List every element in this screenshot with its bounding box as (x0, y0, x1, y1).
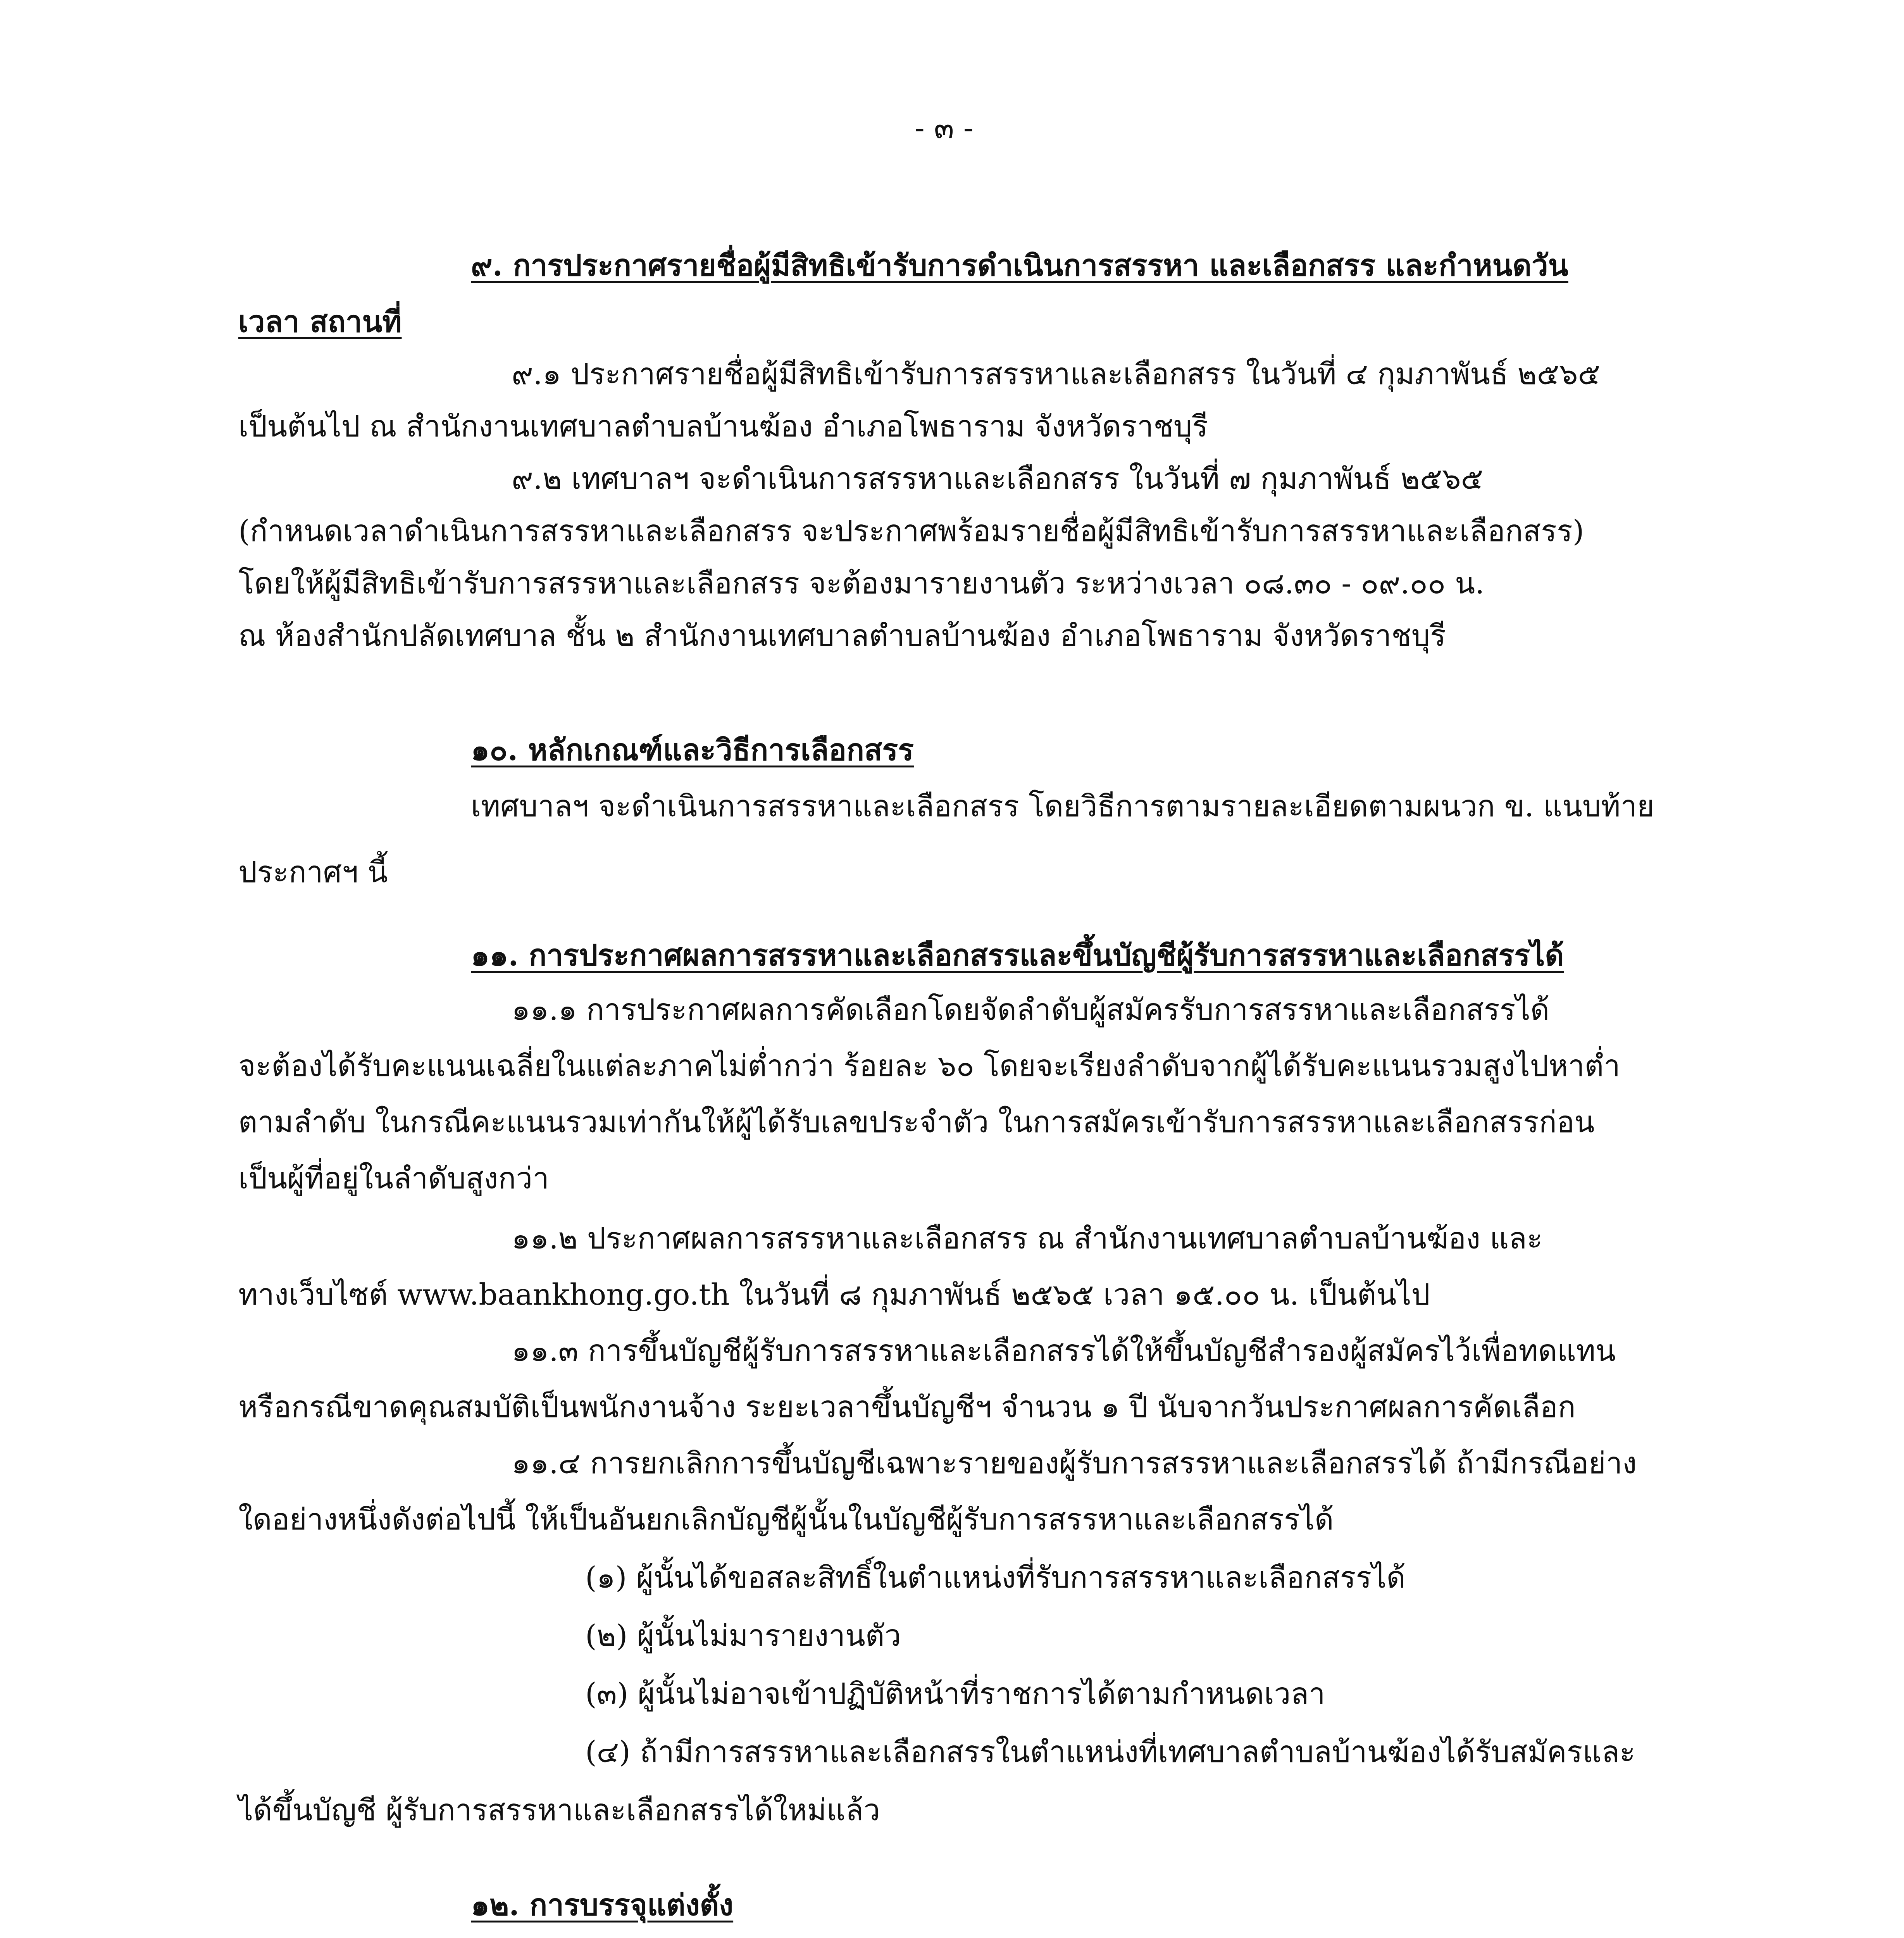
section-11-3-line-1: ๑๑.๓ การขึ้นบัญชีผู้รับการสรรหาและเลือกสรรได้ให้ขึ้นบัญชีสำรองผู้สมัครไว้เพื่อทดแทน (512, 1333, 1616, 1368)
section-11-4-item-4-line-1: (๔) ถ้ามีการสรรหาและเลือกสรรในตำแหน่งที่เทศบาลตำบลบ้านฆ้องได้รับสมัครและ (585, 1735, 1635, 1769)
page-number: - ๓ - (915, 110, 974, 145)
section-11-2-line-2: ทางเว็บไซต์ www.baankhong.go.th ในวันที่ ๘ กุมภาพันธ์ ๒๕๖๕ เวลา ๑๕.๐๐ น. เป็นต้นไป (238, 1277, 1430, 1312)
section-12-heading: ๑๒. การบรรจุแต่งตั้ง (471, 1888, 734, 1922)
section-10-line-2: ประกาศฯ นี้ (238, 855, 388, 889)
section-11-3-line-2: หรือกรณีขาดคุณสมบัติเป็นพนักงานจ้าง ระยะเวลาขึ้นบัญชีฯ จำนวน ๑ ปี นับจากวันประกาศผลการคัดเลือก (238, 1390, 1576, 1424)
section-10-heading: ๑๐. หลักเกณฑ์และวิธีการเลือกสรร (471, 733, 914, 767)
section-11-4-item-2: (๒) ผู้นั้นไม่มารายงานตัว (585, 1618, 901, 1653)
section-11-4-line-1: ๑๑.๔ การยกเลิกการขึ้นบัญชีเฉพาะรายของผู้รับการสรรหาและเลือกสรรได้ ถ้ามีกรณีอย่าง (512, 1446, 1637, 1480)
section-11-1-line-2: จะต้องได้รับคะแนนเฉลี่ยในแต่ละภาคไม่ต่ำกว่า ร้อยละ ๖๐ โดยจะเรียงลำดับจากผู้ได้รับคะแนนรวมสูงไปหาต่ำ (238, 1048, 1620, 1083)
section-11-heading: ๑๑. การประกาศผลการสรรหาและเลือกสรรและขึ้นบัญชีผู้รับการสรรหาและเลือกสรรได้ (471, 938, 1564, 972)
section-11-4-item-3: (๓) ผู้นั้นไม่อาจเข้าปฏิบัติหน้าที่ราชการได้ตามกำหนดเวลา (585, 1676, 1325, 1711)
section-11-4-item-4-line-2: ได้ขึ้นบัญชี ผู้รับการสรรหาและเลือกสรรได้ใหม่แล้ว (238, 1793, 880, 1827)
section-9-heading-continued: เวลา สถานที่ (238, 304, 402, 339)
section-9-2-line-1: ๙.๒ เทศบาลฯ จะดำเนินการสรรหาและเลือกสรร ในวันที่ ๗ กุมภาพันธ์ ๒๕๖๕ (512, 461, 1484, 496)
section-9-2-line-3: โดยให้ผู้มีสิทธิเข้ารับการสรรหาและเลือกสรร จะต้องมารายงานตัว ระหว่างเวลา ๐๘.๓๐ - ๐๙.๐๐ น. (238, 566, 1485, 600)
section-9-1-line-1: ๙.๑ ประกาศรายชื่อผู้มีสิทธิเข้ารับการสรรหาและเลือกสรร ในวันที่ ๔ กุมภาพันธ์ ๒๕๖๕ (512, 357, 1601, 391)
section-9-heading: ๙. การประกาศรายชื่อผู้มีสิทธิเข้ารับการดำเนินการสรรหา และเลือกสรร และกำหนดวัน (471, 248, 1568, 283)
section-9-2-line-2: (กำหนดเวลาดำเนินการสรรหาและเลือกสรร จะประกาศพร้อมรายชื่อผู้มีสิทธิเข้ารับการสรรหาและเลือกสรร) (238, 514, 1584, 548)
section-11-4-line-2: ใดอย่างหนึ่งดังต่อไปนี้ ให้เป็นอันยกเลิกบัญชีผู้นั้นในบัญชีผู้รับการสรรหาและเลือกสรรได้ (238, 1502, 1334, 1536)
section-11-1-line-1: ๑๑.๑ การประกาศผลการคัดเลือกโดยจัดลำดับผู้สมัครรับการสรรหาและเลือกสรรได้ (512, 992, 1550, 1027)
section-11-1-line-3: ตามลำดับ ในกรณีคะแนนรวมเท่ากันให้ผู้ได้รับเลขประจำตัว ในการสมัครเข้ารับการสรรหาและเลือกสรรก่อน (238, 1105, 1595, 1139)
section-11-2-line-1: ๑๑.๒ ประกาศผลการสรรหาและเลือกสรร ณ สำนักงานเทศบาลตำบลบ้านฆ้อง และ (512, 1221, 1543, 1255)
section-10-line-1: เทศบาลฯ จะดำเนินการสรรหาและเลือกสรร โดยวิธีการตามรายละเอียดตามผนวก ข. แนบท้าย (471, 789, 1654, 823)
section-9-1-line-2: เป็นต้นไป ณ สำนักงานเทศบาลตำบลบ้านฆ้อง อำเภอโพธาราม จังหวัดราชบุรี (238, 409, 1208, 443)
section-11-1-line-4: เป็นผู้ที่อยู่ในลำดับสูงกว่า (238, 1161, 549, 1195)
section-11-4-item-1: (๑) ผู้นั้นได้ขอสละสิทธิ์ในตำแหน่งที่รับการสรรหาและเลือกสรรได้ (585, 1560, 1406, 1595)
section-9-2-line-4: ณ ห้องสำนักปลัดเทศบาล ชั้น ๒ สำนักงานเทศบาลตำบลบ้านฆ้อง อำเภอโพธาราม จังหวัดราชบุรี (238, 618, 1446, 653)
